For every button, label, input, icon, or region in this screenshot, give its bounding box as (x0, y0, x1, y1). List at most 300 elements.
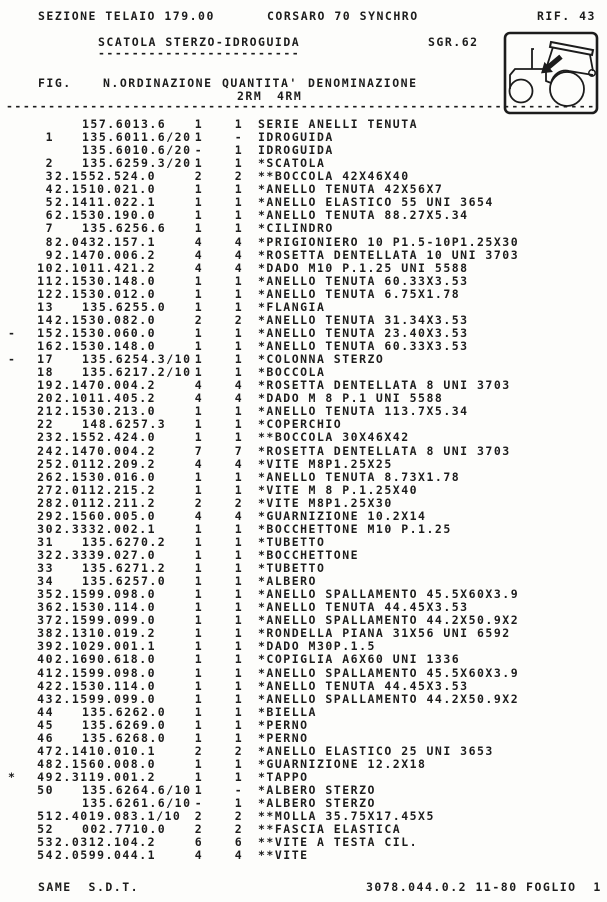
table-row (0, 130, 607, 143)
table-row (0, 626, 607, 639)
denomination: *ROSETTA DENTELLATA 10 UNI 3703 (258, 247, 520, 262)
table-row (0, 705, 607, 718)
table-row (0, 731, 607, 744)
qty-2rm: 4 (194, 234, 204, 249)
qty-4rm: 2 (234, 495, 244, 510)
qty-4rm: 4 (234, 378, 244, 393)
row-marker: * (8, 770, 17, 784)
qty-4rm: 1 (234, 639, 244, 654)
qty-2rm: 4 (194, 260, 204, 275)
part-number: 2.0599.044.1 (55, 848, 157, 863)
table-row (0, 652, 607, 665)
denomination: *ANELLO SPALLAMENTO 44.2X50.9X2 (258, 613, 520, 628)
part-number: 135.6256.6 (82, 221, 167, 236)
qty-4rm: 2 (234, 169, 244, 184)
denomination: **MOLLA 35.75X17.45X5 (258, 809, 435, 824)
qty-4rm: 4 (234, 391, 244, 406)
part-number: 2.1599.099.0 (55, 613, 157, 628)
part-number: 135.6269.0 (82, 717, 167, 732)
denomination: *VITE M8P1.25X25 (258, 456, 393, 471)
qty-2rm: 1 (194, 482, 204, 497)
qty-2rm: 1 (194, 626, 204, 641)
fig-number: 26 (37, 469, 54, 484)
fig-number: 46 (37, 730, 54, 745)
table-row (0, 783, 607, 796)
qty-4rm: 1 (234, 691, 244, 706)
qty-4rm: 1 (234, 770, 244, 784)
fig-number: 24 (37, 443, 54, 458)
qty-2rm: 6 (194, 835, 204, 850)
fig-number: 40 (37, 652, 54, 667)
table-row (0, 744, 607, 757)
qty-2rm: 1 (194, 117, 204, 131)
table-row (0, 483, 607, 496)
table-row (0, 457, 607, 470)
fig-number: 37 (37, 613, 54, 628)
part-number: 2.1530.060.0 (55, 325, 157, 340)
part-number: 135.6255.0 (82, 299, 167, 314)
part-number: 2.1530.148.0 (55, 339, 157, 354)
denomination: IDROGUIDA (258, 143, 334, 158)
qty-4rm: 1 (234, 665, 244, 680)
qty-4rm: 1 (234, 547, 244, 562)
qty-4rm: 1 (234, 796, 244, 811)
denomination: *ANELLO TENUTA 60.33X3.53 (258, 273, 469, 288)
table-row (0, 444, 607, 457)
col-header-qty-2rm: 2RM (237, 89, 263, 103)
table-row (0, 352, 607, 365)
table-row (0, 143, 607, 156)
fig-number: 36 (37, 600, 54, 615)
denomination: *ANELLO SPALLAMENTO 45.5X60X3.9 (258, 587, 520, 602)
denomination: *DADO M30P.1.5 (258, 639, 376, 654)
qty-2rm: 1 (194, 587, 204, 602)
table-row (0, 378, 607, 391)
table-row (0, 326, 607, 339)
part-number: 2.1530.114.0 (55, 678, 157, 693)
qty-4rm: 1 (234, 756, 244, 771)
qty-2rm: 1 (194, 339, 204, 354)
qty-2rm: 1 (194, 208, 204, 223)
header-separator: ---------------------------------------------------------------------- (6, 99, 596, 113)
fig-number: 43 (37, 691, 54, 706)
table-row (0, 208, 607, 221)
rif-label: RIF. 43 (537, 9, 596, 23)
qty-2rm: 1 (194, 665, 204, 680)
qty-2rm: 2 (194, 169, 204, 184)
qty-2rm: 1 (194, 286, 204, 301)
qty-2rm: 1 (194, 404, 204, 419)
denomination: *ALBERO STERZO (258, 783, 376, 798)
denomination: *DADO M 8 P.1 UNI 5588 (258, 391, 444, 406)
part-number: 2.1470.004.2 (55, 443, 157, 458)
qty-4rm: 1 (234, 626, 244, 641)
qty-2rm: 4 (194, 508, 204, 523)
denomination: *CILINDRO (258, 221, 334, 236)
fig-number: 15 (37, 325, 54, 340)
part-number: 2.0432.157.1 (55, 234, 157, 249)
fig-number: 28 (37, 495, 54, 510)
qty-4rm: 7 (234, 443, 244, 458)
qty-2rm: 1 (194, 613, 204, 628)
qty-2rm: 2 (194, 495, 204, 510)
table-row (0, 666, 607, 679)
part-number: 2.1310.019.2 (55, 626, 157, 641)
part-number: 2.1530.082.0 (55, 312, 157, 327)
qty-2rm: 1 (194, 678, 204, 693)
fig-number: 18 (37, 365, 54, 380)
qty-2rm: 4 (194, 456, 204, 471)
table-row (0, 679, 607, 692)
denomination: *ANELLO TENUTA 113.7X5.34 (258, 404, 469, 419)
footer-brand: SAME S.D.T. (38, 880, 140, 894)
fig-number: 38 (37, 626, 54, 641)
qty-2rm: 4 (194, 391, 204, 406)
denomination: *ANELLO TENUTA 44.45X3.53 (258, 678, 469, 693)
fig-number: 25 (37, 456, 54, 471)
denomination: *GUARNIZIONE 12.2X18 (258, 756, 427, 771)
denomination: *ANELLO TENUTA 23.40X3.53 (258, 325, 469, 340)
part-number: 2.1411.022.1 (55, 195, 157, 210)
table-row (0, 509, 607, 522)
qty-2rm: 1 (194, 730, 204, 745)
table-row (0, 822, 607, 835)
fig-number: 27 (37, 482, 54, 497)
qty-2rm: 7 (194, 443, 204, 458)
table-row (0, 561, 607, 574)
part-number: 2.1560.005.0 (55, 508, 157, 523)
fig-number: 16 (37, 339, 54, 354)
fig-number: 12 (37, 286, 54, 301)
part-number: 2.1011.421.2 (55, 260, 157, 275)
qty-2rm: - (194, 143, 204, 158)
denomination: *ANELLO TENUTA 42X56X7 (258, 182, 444, 197)
fig-number: 54 (37, 848, 54, 863)
fig-number: 45 (37, 717, 54, 732)
fig-number: 52 (37, 822, 54, 837)
footer-document-number: 3078.044.0.2 11-80 FOGLIO 1 (366, 880, 602, 894)
qty-2rm: 1 (194, 273, 204, 288)
fig-number: 33 (37, 561, 54, 576)
qty-2rm: 1 (194, 299, 204, 314)
qty-2rm: 4 (194, 247, 204, 262)
denomination: *COPERCHIO (258, 417, 343, 432)
qty-4rm: 1 (234, 717, 244, 732)
denomination: *ANELLO TENUTA 44.45X3.53 (258, 600, 469, 615)
qty-2rm: 2 (194, 743, 204, 758)
part-number: 135.6259.3/20 (82, 156, 192, 171)
qty-4rm: 2 (234, 743, 244, 758)
part-number: 2.1510.021.0 (55, 182, 157, 197)
denomination: *FLANGIA (258, 299, 326, 314)
qty-2rm: 1 (194, 652, 204, 667)
part-number: 148.6257.3 (82, 417, 167, 432)
qty-4rm: 1 (234, 299, 244, 314)
qty-4rm: 2 (234, 822, 244, 837)
table-row (0, 522, 607, 535)
table-row (0, 835, 607, 848)
table-row (0, 535, 607, 548)
qty-4rm: 1 (234, 600, 244, 615)
part-number: 2.1470.006.2 (55, 247, 157, 262)
table-row (0, 548, 607, 561)
qty-4rm: 4 (234, 247, 244, 262)
qty-2rm: 1 (194, 600, 204, 615)
part-number: 2.1530.148.0 (55, 273, 157, 288)
qty-4rm: 1 (234, 534, 244, 549)
qty-4rm: 1 (234, 195, 244, 210)
fig-number: 53 (37, 835, 54, 850)
table-row (0, 430, 607, 443)
denomination: *ANELLO TENUTA 88.27X5.34 (258, 208, 469, 223)
part-number: 2.1552.424.0 (55, 430, 157, 445)
part-number: 2.1530.114.0 (55, 600, 157, 615)
denomination: *RONDELLA PIANA 31X56 UNI 6592 (258, 626, 511, 641)
part-number: 135.6011.6/20 (82, 130, 192, 145)
fig-number: 31 (37, 534, 54, 549)
denomination: *TAPPO (258, 770, 309, 784)
table-row (0, 339, 607, 352)
part-number: 2.1599.099.0 (55, 691, 157, 706)
fig-number: 3 (45, 169, 54, 184)
qty-2rm: 2 (194, 312, 204, 327)
part-number: 2.3119.001.2 (55, 770, 157, 784)
denomination: SERIE ANELLI TENUTA (258, 117, 419, 131)
fig-number: 13 (37, 299, 54, 314)
table-row (0, 156, 607, 169)
part-number: 135.6217.2/10 (82, 365, 192, 380)
denomination: **BOCCOLA 30X46X42 (258, 430, 410, 445)
part-number: 2.4019.083.1/10 (55, 809, 182, 824)
fig-number: 41 (37, 665, 54, 680)
table-row (0, 117, 607, 130)
part-number: 002.7710.0 (82, 822, 167, 837)
table-row (0, 404, 607, 417)
col-header-order-number: N.ORDINAZIONE (103, 76, 213, 90)
part-number: 135.6270.2 (82, 534, 167, 549)
qty-2rm: 1 (194, 770, 204, 784)
fig-number: 20 (37, 391, 54, 406)
part-number: 2.3339.027.0 (55, 547, 157, 562)
table-row (0, 235, 607, 248)
qty-2rm: 1 (194, 430, 204, 445)
part-number: 2.1530.012.0 (55, 286, 157, 301)
qty-4rm: 4 (234, 848, 244, 863)
qty-4rm: 1 (234, 156, 244, 171)
qty-2rm: 1 (194, 156, 204, 171)
fig-number: 6 (45, 208, 54, 223)
table-row (0, 574, 607, 587)
fig-number: 10 (37, 260, 54, 275)
row-marker: - (8, 352, 17, 367)
denomination: **VITE A TESTA CIL. (258, 835, 419, 850)
part-number: 2.1530.213.0 (55, 404, 157, 419)
denomination: *BOCCHETTONE (258, 547, 360, 562)
denomination: *COPIGLIA A6X60 UNI 1336 (258, 652, 461, 667)
qty-2rm: 1 (194, 469, 204, 484)
denomination: *ANELLO ELASTICO 25 UNI 3653 (258, 743, 494, 758)
qty-2rm: 1 (194, 325, 204, 340)
part-number: 135.6254.3/10 (82, 352, 192, 367)
qty-4rm: 1 (234, 587, 244, 602)
table-row (0, 221, 607, 234)
fig-number: 5 (45, 195, 54, 210)
part-number: 2.1552.524.0 (55, 169, 157, 184)
fig-number: 11 (37, 273, 54, 288)
qty-4rm: 1 (234, 325, 244, 340)
qty-4rm: 1 (234, 730, 244, 745)
fig-number: 1 (45, 130, 54, 145)
denomination: *ANELLO TENUTA 6.75X1.78 (258, 286, 461, 301)
qty-4rm: 1 (234, 652, 244, 667)
qty-2rm: 1 (194, 130, 204, 145)
part-number: 2.1599.098.0 (55, 665, 157, 680)
fig-number: 19 (37, 378, 54, 393)
part-number: 2.3332.002.1 (55, 521, 157, 536)
fig-number: 17 (37, 352, 54, 367)
table-row (0, 639, 607, 652)
part-number: 2.0112.209.2 (55, 456, 157, 471)
part-number: 2.0112.215.2 (55, 482, 157, 497)
qty-2rm: 1 (194, 417, 204, 432)
denomination: *COLONNA STERZO (258, 352, 385, 367)
fig-number: 21 (37, 404, 54, 419)
qty-2rm: 1 (194, 534, 204, 549)
denomination: *BOCCOLA (258, 365, 326, 380)
qty-2rm: 1 (194, 561, 204, 576)
table-row (0, 417, 607, 430)
qty-2rm: 1 (194, 365, 204, 380)
qty-2rm: 1 (194, 717, 204, 732)
denomination: *PERNO (258, 730, 309, 745)
table-row (0, 195, 607, 208)
part-number: 135.6261.6/10 (82, 796, 192, 811)
table-row (0, 274, 607, 287)
qty-4rm: 1 (234, 404, 244, 419)
fig-number: 44 (37, 704, 54, 719)
table-row (0, 770, 607, 783)
fig-number: 32 (37, 547, 54, 562)
col-header-qty-4rm: 4RM (277, 89, 303, 103)
part-number: 2.1530.190.0 (55, 208, 157, 223)
part-number: 2.1560.008.0 (55, 756, 157, 771)
fig-number: 34 (37, 574, 54, 589)
qty-4rm: 6 (234, 835, 244, 850)
denomination: *GUARNIZIONE 10.2X14 (258, 508, 427, 523)
qty-4rm: 1 (234, 143, 244, 158)
fig-number: 39 (37, 639, 54, 654)
denomination: *DADO M10 P.1.25 UNI 5588 (258, 260, 469, 275)
denomination: *SCATOLA (258, 156, 326, 171)
denomination: *ALBERO (258, 574, 317, 589)
denomination: *ROSETTA DENTELLATA 8 UNI 3703 (258, 378, 511, 393)
table-row (0, 261, 607, 274)
qty-4rm: 4 (234, 508, 244, 523)
table-row (0, 613, 607, 626)
denomination: **BOCCOLA 42X46X40 (258, 169, 410, 184)
part-number: 2.0312.104.2 (55, 835, 157, 850)
fig-number: 48 (37, 756, 54, 771)
qty-2rm: 1 (194, 704, 204, 719)
qty-2rm: 2 (194, 822, 204, 837)
part-number: 2.1470.004.2 (55, 378, 157, 393)
part-number: 135.6257.0 (82, 574, 167, 589)
denomination: *ANELLO TENUTA 31.34X3.53 (258, 312, 469, 327)
qty-2rm: 1 (194, 783, 204, 798)
denomination: *PERNO (258, 717, 309, 732)
page-title: SCATOLA STERZO-IDROGUIDA (98, 35, 301, 49)
qty-4rm: 1 (234, 574, 244, 589)
part-number: 2.1599.098.0 (55, 587, 157, 602)
fig-number: 14 (37, 312, 54, 327)
denomination: *TUBETTO (258, 561, 326, 576)
denomination: *VITE M8P1.25X30 (258, 495, 393, 510)
part-number: 135.6268.0 (82, 730, 167, 745)
qty-4rm: - (234, 783, 244, 798)
qty-4rm: 1 (234, 482, 244, 497)
fig-number: 49 (37, 770, 54, 784)
denomination: *ROSETTA DENTELLATA 8 UNI 3703 (258, 443, 511, 458)
table-row (0, 796, 607, 809)
qty-4rm: 4 (234, 456, 244, 471)
qty-2rm: 1 (194, 195, 204, 210)
qty-2rm: 1 (194, 182, 204, 197)
denomination: *VITE M 8 P.1.25X40 (258, 482, 419, 497)
denomination: *BOCCHETTONE M10 P.1.25 (258, 521, 452, 536)
part-number: 135.6010.6/20 (82, 143, 192, 158)
qty-4rm: 2 (234, 312, 244, 327)
qty-2rm: 4 (194, 848, 204, 863)
table-row (0, 848, 607, 861)
fig-number: 35 (37, 587, 54, 602)
col-header-quantity: QUANTITA' (222, 76, 298, 90)
table-row (0, 365, 607, 378)
fig-number: 47 (37, 743, 54, 758)
part-number: 2.1011.405.2 (55, 391, 157, 406)
qty-2rm: 1 (194, 547, 204, 562)
part-number: 157.6013.6 (82, 117, 167, 131)
part-number: 135.6264.6/10 (82, 783, 192, 798)
denomination: *ALBERO STERZO (258, 796, 376, 811)
table-row (0, 809, 607, 822)
fig-number: 7 (45, 221, 54, 236)
fig-number: 42 (37, 678, 54, 693)
table-row (0, 718, 607, 731)
denomination: *BIELLA (258, 704, 317, 719)
qty-4rm: - (234, 130, 244, 145)
col-header-denomination: DENOMINAZIONE (308, 76, 418, 90)
title-underline: ------------------------ (98, 46, 301, 60)
qty-2rm: 1 (194, 691, 204, 706)
table-row (0, 169, 607, 182)
table-row (0, 300, 607, 313)
fig-number: 22 (37, 417, 54, 432)
qty-4rm: 1 (234, 469, 244, 484)
denomination: *TUBETTO (258, 534, 326, 549)
fig-number: 30 (37, 521, 54, 536)
table-row (0, 470, 607, 483)
qty-4rm: 1 (234, 182, 244, 197)
table-row (0, 391, 607, 404)
qty-2rm: 1 (194, 756, 204, 771)
qty-4rm: 1 (234, 365, 244, 380)
qty-4rm: 1 (234, 678, 244, 693)
qty-4rm: 1 (234, 521, 244, 536)
fig-number: 29 (37, 508, 54, 523)
qty-4rm: 1 (234, 273, 244, 288)
part-number: 2.1410.010.1 (55, 743, 157, 758)
table-row (0, 287, 607, 300)
